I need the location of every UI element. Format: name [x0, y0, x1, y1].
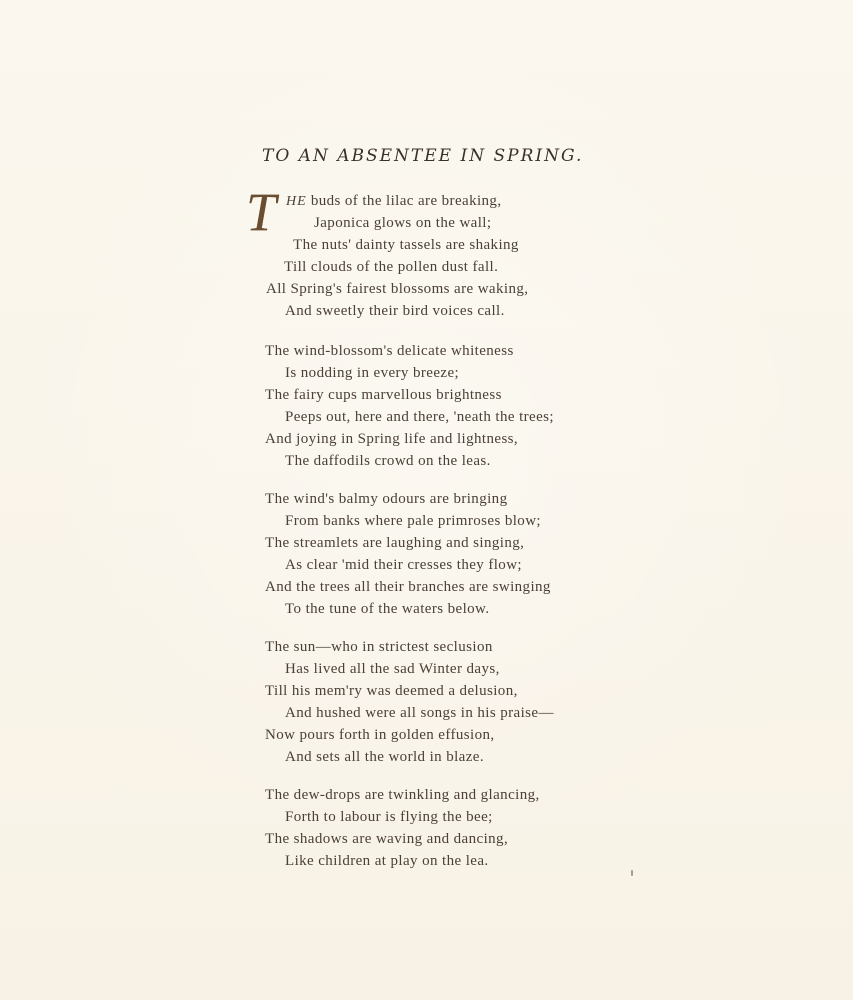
first-word-rest: HE — [286, 194, 307, 209]
poem-line: To the tune of the waters below. — [285, 601, 490, 617]
poem-line: Like children at play on the lea. — [285, 853, 489, 869]
poem-line: Till clouds of the pollen dust fall. — [284, 259, 499, 275]
poem-line: The wind's balmy odours are bringing — [265, 491, 508, 507]
poem-line: Japonica glows on the wall; — [314, 215, 492, 231]
poem-line: The shadows are waving and dancing, — [265, 831, 509, 847]
poem-title: TO AN ABSENTEE IN SPRING. — [262, 146, 584, 166]
poem-line: Till his mem'ry was deemed a delusion, — [265, 683, 518, 699]
poem-line: Now pours forth in golden effusion, — [265, 727, 495, 743]
poem-line: The sun—who in strictest seclusion — [265, 639, 493, 655]
poem-line: The daffodils crowd on the leas. — [285, 453, 491, 469]
poem-line: And sweetly their bird voices call. — [285, 303, 505, 319]
poem-line: The fairy cups marvellous brightness — [265, 387, 502, 403]
poem-line: From banks where pale primroses blow; — [285, 513, 542, 529]
poem-line — [286, 190, 502, 213]
poem-line: Forth to labour is flying the bee; — [285, 809, 493, 825]
poem-line: All Spring's fairest blossoms are waking, — [266, 281, 529, 297]
poem-line: The dew-drops are twinkling and glancing, — [265, 787, 540, 803]
poem-line: And joying in Spring life and lightness, — [265, 431, 519, 447]
poem-line: Is nodding in every breeze; — [285, 365, 460, 381]
poem-line: And the trees all their branches are swinging — [265, 579, 551, 595]
poem-line: And hushed were all songs in his praise— — [285, 705, 554, 721]
line-text: buds of the lilac are breaking, — [306, 193, 502, 209]
poem-line: The streamlets are laughing and singing, — [265, 535, 525, 551]
paper-speck — [631, 870, 633, 876]
poem-line: As clear 'mid their cresses they flow; — [285, 557, 522, 573]
drop-cap-letter: T — [246, 182, 277, 242]
poem-line: And sets all the world in blaze. — [285, 749, 485, 765]
poem-line: Has lived all the sad Winter days, — [285, 661, 500, 677]
poem-line: The nuts' dainty tassels are shaking — [293, 237, 519, 253]
poem-line: Peeps out, here and there, 'neath the trees; — [285, 409, 554, 425]
poem-line: The wind-blossom's delicate whiteness — [265, 343, 514, 359]
